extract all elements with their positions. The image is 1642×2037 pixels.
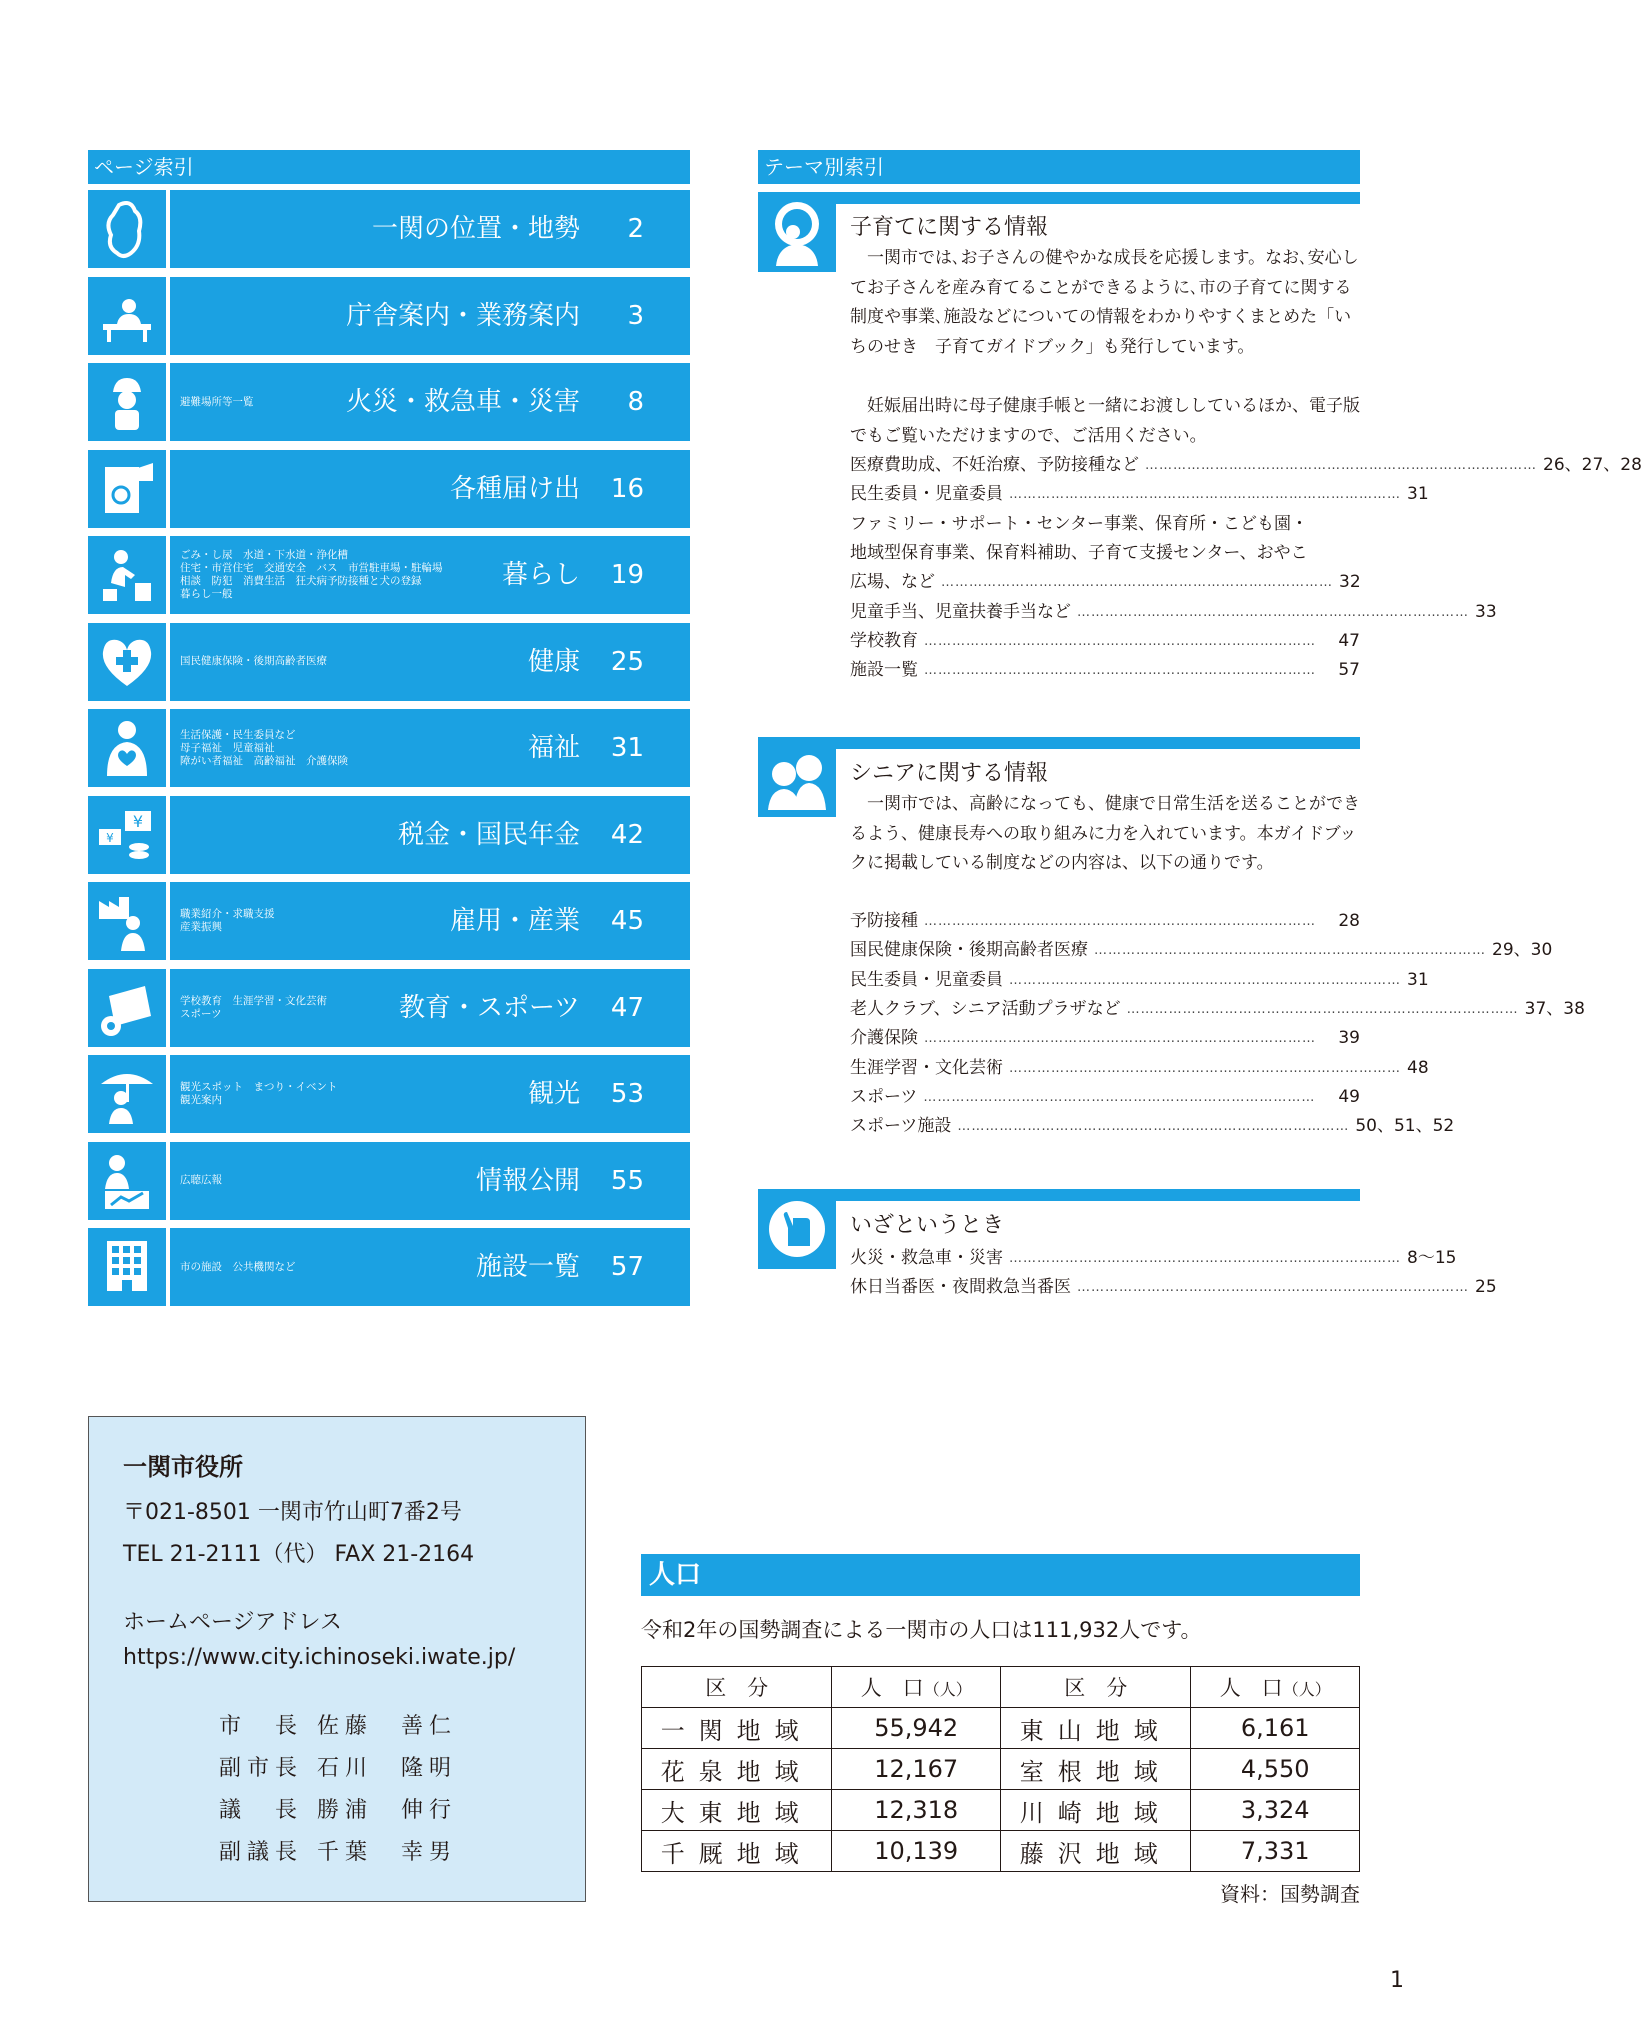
leader-dots: ………………………………………………………………………… bbox=[923, 1089, 1316, 1105]
col-pop-header: 人 口（人） bbox=[1191, 1667, 1360, 1708]
page-index-bar[interactable] bbox=[170, 709, 690, 787]
page-index-bar[interactable] bbox=[170, 536, 690, 614]
leader-dots: ………………………………………………………………………… bbox=[924, 633, 1316, 649]
page-index-title: 一関の位置・地勢 bbox=[371, 214, 580, 244]
page-index-page-number: 19 bbox=[610, 560, 644, 590]
leader-dots: ………………………………………………………………………… bbox=[1009, 1060, 1401, 1076]
page-index-subtopics bbox=[180, 709, 500, 787]
entry-page: 31 bbox=[1407, 484, 1429, 505]
page-index-title: 火災・救急車・災害 bbox=[345, 387, 580, 417]
page-index-subtopic: 観光案内 bbox=[180, 1094, 222, 1106]
page-index-row[interactable] bbox=[88, 450, 690, 528]
population-table bbox=[641, 1666, 1360, 1872]
page-index-bar[interactable] bbox=[170, 882, 690, 960]
leader-dots: ………………………………………………………………………… bbox=[1077, 1280, 1469, 1296]
page-index-row[interactable] bbox=[88, 1228, 690, 1306]
area-cell: 大東地域 bbox=[642, 1790, 832, 1831]
heart-cross-icon bbox=[95, 630, 159, 694]
mother-child-icon bbox=[766, 198, 828, 266]
senior-section-title: シニアに関する情報 bbox=[850, 761, 1049, 786]
page-index-bar[interactable] bbox=[170, 969, 690, 1047]
page-index-title: 各種届け出 bbox=[449, 473, 580, 504]
entry-page: 29、30 bbox=[1492, 940, 1553, 961]
theme-index-entry[interactable] bbox=[850, 1083, 1360, 1112]
page-index-row[interactable] bbox=[88, 623, 690, 701]
page-index-subtopic: 産業振興 bbox=[180, 921, 222, 933]
entry-page: 8～15 bbox=[1407, 1248, 1457, 1268]
entry-label: 地域型保育事業、保育料補助、子育て支援センター、おやこ bbox=[850, 542, 1308, 563]
page-index-icon-box bbox=[88, 536, 166, 614]
entry-label: 民生委員・児童委員 bbox=[850, 484, 1003, 505]
page-index-subtopic: 相談 防犯 消費生活 狂犬病予防接種と犬の登録 bbox=[180, 575, 422, 587]
page-index-icon-box bbox=[88, 190, 166, 268]
senior-section-bar bbox=[758, 737, 1360, 749]
area-cell: 藤沢地域 bbox=[1001, 1831, 1191, 1872]
entry-label: 予防接種 bbox=[850, 911, 918, 931]
entry-label: 生涯学習・文化芸術 bbox=[850, 1057, 1003, 1078]
child-paragraph-1: 一関市では､お子さんの健やかな成長を応援します。なお､安心してお子さんを産み育てることができるように､市の子育てに関する制度や事業､施設などについての情報をわかりやすくまとめた「いちのせき 子育てガイドブック」も発行しています。 bbox=[850, 248, 1359, 357]
col-area-header: 区 分 bbox=[1001, 1667, 1191, 1708]
city-office-address: 〒021-8501 一関市竹山町7番2号 bbox=[123, 1500, 462, 1525]
entry-label: 休日当番医・夜間救急当番医 bbox=[850, 1277, 1071, 1298]
page-index-title: 観光 bbox=[527, 1079, 580, 1109]
entry-page: 39 bbox=[1338, 1028, 1360, 1049]
office-desk-icon bbox=[95, 284, 159, 348]
entry-page: 25 bbox=[1475, 1277, 1497, 1298]
page-index-row[interactable] bbox=[88, 969, 690, 1047]
entry-page: 57 bbox=[1338, 660, 1360, 681]
leader-dots: ………………………………………………………………………… bbox=[1126, 1001, 1519, 1017]
area-cell: 室根地域 bbox=[1001, 1749, 1191, 1790]
entry-page: 50、51、52 bbox=[1355, 1116, 1455, 1137]
theme-index-entry[interactable] bbox=[850, 936, 1553, 965]
leader-dots: ………………………………………………………………………… bbox=[924, 914, 1316, 929]
population-cell: 12,167 bbox=[832, 1749, 1001, 1790]
official-name: 佐藤 善仁 bbox=[317, 1714, 458, 1739]
population-cell: 7,331 bbox=[1191, 1831, 1360, 1872]
col-pop-header: 人 口（人） bbox=[832, 1667, 1001, 1708]
city-office-box bbox=[88, 1416, 586, 1902]
entry-label: 学校教育 bbox=[850, 630, 918, 651]
document-stamp-icon bbox=[95, 457, 159, 521]
page-index-title: 雇用・産業 bbox=[449, 906, 580, 936]
page-number: 1 bbox=[1390, 1968, 1404, 1993]
page-index-page-number: 31 bbox=[610, 733, 644, 763]
page-index-bar[interactable] bbox=[170, 796, 690, 874]
leader-dots: ………………………………………………………………………… bbox=[1009, 487, 1401, 503]
entry-label: ファミリー・サポート・センター事業、保育所・こども園・ bbox=[850, 513, 1308, 534]
page-index-row[interactable] bbox=[88, 190, 690, 268]
entry-label: スポーツ施設 bbox=[850, 1116, 952, 1137]
page-index-icon-box bbox=[88, 363, 166, 441]
page-index-title: 税金・国民年金 bbox=[397, 819, 580, 850]
pointing-hand-icon bbox=[766, 1198, 828, 1260]
official-role: 副議長 bbox=[219, 1840, 304, 1865]
presenter-chart-icon bbox=[95, 1149, 159, 1213]
city-office-name: 一関市役所 bbox=[123, 1453, 243, 1481]
theme-index-entry[interactable] bbox=[850, 995, 1585, 1024]
page-index-page-number: 3 bbox=[627, 300, 644, 331]
page-index-subtopic: ごみ・し尿 水道・下水道・浄化槽 bbox=[180, 549, 348, 561]
page-index-icon-box bbox=[88, 450, 166, 528]
entry-label: 広場、など bbox=[850, 572, 935, 593]
page-index-subtopic: 障がい者福祉 高齢福祉 介護保険 bbox=[180, 754, 348, 767]
population-cell: 4,550 bbox=[1191, 1749, 1360, 1790]
official-role: 市 長 bbox=[219, 1714, 304, 1739]
population-cell: 3,324 bbox=[1191, 1790, 1360, 1831]
theme-index-entry[interactable] bbox=[850, 510, 1360, 539]
page-index-bar[interactable] bbox=[170, 623, 690, 701]
entry-page: 37、38 bbox=[1524, 998, 1585, 1019]
homepage-label: ホームページアドレス bbox=[123, 1610, 342, 1635]
theme-index-entry[interactable] bbox=[850, 1054, 1429, 1083]
leader-dots: ………………………………………………………………………… bbox=[1009, 972, 1401, 988]
theme-index-entry[interactable] bbox=[850, 1273, 1497, 1302]
leader-dots: ………………………………………………………………………… bbox=[1077, 604, 1469, 620]
entry-page: 33 bbox=[1475, 601, 1497, 622]
population-summary: 令和2年の国勢調査による一関市の人口は111,932人です。 bbox=[641, 1618, 1202, 1642]
senior-couple-icon bbox=[764, 744, 830, 810]
leader-dots: ………………………………………………………………………… bbox=[957, 1119, 1350, 1135]
page-index-bar[interactable] bbox=[170, 363, 690, 441]
page-index-page-number: 8 bbox=[627, 387, 644, 417]
care-person-icon bbox=[95, 716, 159, 780]
page-index-row[interactable] bbox=[88, 536, 690, 614]
page-index-page-number: 2 bbox=[627, 214, 644, 244]
area-cell: 千厩地域 bbox=[642, 1831, 832, 1872]
page-index-page-number: 16 bbox=[610, 473, 644, 504]
leader-dots: ………………………………………………………………………… bbox=[1145, 458, 1537, 473]
page-index-subtopic: 住宅・市営住宅 交通安全 バス 市営駐車場・駐輪場 bbox=[180, 562, 443, 574]
area-cell: 東山地域 bbox=[1001, 1708, 1191, 1749]
garbage-sorting-icon bbox=[95, 543, 159, 607]
page-index-subtopic: 市の施設 公共機関など bbox=[180, 1260, 296, 1273]
page-index-icon-box bbox=[88, 969, 166, 1047]
theme-index-entry[interactable] bbox=[850, 539, 1360, 568]
page-index-title: 暮らし bbox=[501, 560, 580, 590]
page-index-subtopics bbox=[180, 1228, 500, 1306]
page-index-page-number: 45 bbox=[610, 906, 644, 936]
child-paragraph-2: 妊娠届出時に母子健康手帳と一緒にお渡ししているほか、電子版でもご覧いただけますので、ご活用ください。 bbox=[850, 396, 1360, 446]
page-index-subtopics bbox=[180, 1142, 500, 1220]
entry-label: 介護保険 bbox=[850, 1028, 918, 1049]
entry-page: 47 bbox=[1338, 630, 1360, 651]
page-index-bar[interactable] bbox=[170, 1142, 690, 1220]
official-role: 議 長 bbox=[219, 1798, 304, 1823]
page-index-title: 情報公開 bbox=[475, 1165, 580, 1196]
entry-label: 火災・救急車・災害 bbox=[850, 1248, 1003, 1268]
theme-index-entry[interactable] bbox=[850, 1024, 1360, 1053]
page-index-icon-box bbox=[88, 882, 166, 960]
page-index-subtopic: 広聴広報 bbox=[180, 1174, 222, 1186]
svg-text:¥: ¥ bbox=[106, 830, 114, 845]
page-index-subtopics bbox=[180, 536, 500, 614]
page-index-row[interactable] bbox=[88, 1142, 690, 1220]
svg-text:¥: ¥ bbox=[132, 811, 144, 831]
table-row bbox=[642, 1790, 1360, 1831]
page-index-row[interactable] bbox=[88, 796, 690, 874]
population-cell: 6,161 bbox=[1191, 1708, 1360, 1749]
senior-section-icon-box bbox=[758, 737, 836, 817]
page-index-subtopic: 避難場所等一覧 bbox=[180, 395, 254, 408]
page-index-title: 教育・スポーツ bbox=[399, 992, 580, 1023]
page-index-title: 施設一覧 bbox=[475, 1252, 580, 1282]
page-index-bar[interactable] bbox=[170, 277, 690, 355]
page-index-icon-box bbox=[88, 277, 166, 355]
official-role: 副市長 bbox=[219, 1756, 304, 1781]
page-index-subtopics bbox=[180, 1055, 500, 1133]
entry-page: 48 bbox=[1407, 1057, 1429, 1078]
entry-label: スポーツ bbox=[850, 1086, 918, 1107]
population-source: 資料：国勢調査 bbox=[1220, 1882, 1360, 1906]
entry-label: 老人クラブ、シニア活動プラザなど bbox=[850, 998, 1121, 1019]
book-ball-icon bbox=[95, 976, 159, 1040]
theme-index-entry[interactable] bbox=[850, 1112, 1455, 1141]
theme-index-entry[interactable] bbox=[850, 966, 1429, 995]
page-index-bar[interactable] bbox=[170, 1228, 690, 1306]
page-index-subtopic: 母子福祉 児童福祉 bbox=[180, 741, 275, 754]
page-index-page-number: 42 bbox=[610, 819, 644, 850]
page-index-title: 庁舎案内・業務案内 bbox=[345, 300, 580, 331]
page-index-bar[interactable] bbox=[170, 190, 690, 268]
page-index-icon-box bbox=[88, 1055, 166, 1133]
factory-worker-icon bbox=[95, 889, 159, 953]
entry-page: 32 bbox=[1339, 572, 1361, 593]
entry-page: 28 bbox=[1338, 911, 1360, 931]
page-index-subtopic: 国民健康保険・後期高齢者医療 bbox=[180, 655, 327, 667]
page-index-row[interactable] bbox=[88, 1055, 690, 1133]
senior-paragraph-1: 一関市では、高齢になっても、健康で日常生活を送ることができるよう、健康長寿への取り組みに力を入れています。本ガイドブックに掲載している制度などの内容は、以下の通りです。 bbox=[850, 794, 1360, 873]
entry-page: 49 bbox=[1338, 1086, 1360, 1107]
child-section-bar bbox=[758, 192, 1360, 204]
page-index-icon-box bbox=[88, 709, 166, 787]
leader-dots: ………………………………………………………………………… bbox=[1009, 1251, 1401, 1266]
page-index-title: 健康 bbox=[527, 646, 580, 677]
theme-index-entry[interactable] bbox=[850, 480, 1429, 509]
page-index-subtopic: 観光スポット まつり・イベント bbox=[180, 1081, 338, 1093]
theme-index-header: テーマ別索引 bbox=[758, 150, 1360, 184]
area-cell: 一関地域 bbox=[642, 1708, 832, 1749]
page-index-subtopic: 生活保護・民生委員など bbox=[180, 728, 296, 741]
page-index-page-number: 57 bbox=[610, 1252, 644, 1282]
theme-index-entry[interactable] bbox=[850, 907, 1360, 936]
theme-index-entry[interactable] bbox=[850, 1244, 1457, 1273]
population-cell: 10,139 bbox=[832, 1831, 1001, 1872]
child-section-icon-box bbox=[758, 192, 836, 272]
page-index-page-number: 53 bbox=[610, 1079, 644, 1109]
entry-page: 26、27、28 bbox=[1543, 455, 1642, 475]
table-row bbox=[642, 1831, 1360, 1872]
theme-index-entry[interactable] bbox=[850, 598, 1497, 627]
yen-coins-icon bbox=[95, 803, 159, 867]
page-index-subtopic: 暮らし一般 bbox=[180, 588, 233, 600]
theme-index-entry[interactable] bbox=[850, 627, 1360, 656]
firefighter-icon bbox=[95, 370, 159, 434]
page-index-row[interactable] bbox=[88, 709, 690, 787]
official-name: 石川 隆明 bbox=[317, 1756, 458, 1781]
child-section-title: 子育てに関する情報 bbox=[850, 215, 1049, 240]
entry-label: 施設一覧 bbox=[850, 660, 918, 681]
emergency-section-title: いざというとき bbox=[850, 1213, 1005, 1238]
theme-index-entry[interactable] bbox=[850, 656, 1360, 685]
table-row bbox=[642, 1749, 1360, 1790]
emergency-section-icon-box bbox=[758, 1189, 836, 1269]
map-outline-icon bbox=[95, 197, 159, 261]
entry-label: 児童手当、児童扶養手当など bbox=[850, 601, 1071, 622]
theme-index-entry[interactable] bbox=[850, 568, 1360, 597]
entry-label: 国民健康保険・後期高齢者医療 bbox=[850, 940, 1088, 961]
area-cell: 花泉地域 bbox=[642, 1749, 832, 1790]
page-index-row[interactable] bbox=[88, 882, 690, 960]
page-index-icon-box bbox=[88, 623, 166, 701]
entry-label: 医療費助成、不妊治療、予防接種など bbox=[850, 455, 1139, 475]
page-index-subtopics bbox=[180, 623, 500, 701]
population-header: 人口 bbox=[641, 1554, 1360, 1596]
page-index-page-number: 47 bbox=[610, 992, 644, 1023]
page-index-row[interactable] bbox=[88, 363, 690, 441]
page-index-row[interactable] bbox=[88, 277, 690, 355]
entry-label: 民生委員・児童委員 bbox=[850, 969, 1003, 990]
homepage-url[interactable]: https://www.city.ichinoseki.iwate.jp/ bbox=[123, 1645, 516, 1670]
building-icon bbox=[95, 1235, 159, 1299]
page-index-page-number: 55 bbox=[610, 1165, 644, 1196]
page-index-icon-box bbox=[88, 1142, 166, 1220]
table-row bbox=[642, 1708, 1360, 1749]
official-name: 千葉 幸男 bbox=[317, 1840, 458, 1865]
official-name: 勝浦 伸行 bbox=[317, 1798, 458, 1823]
area-cell: 川崎地域 bbox=[1001, 1790, 1191, 1831]
page-index-title: 福祉 bbox=[527, 733, 580, 763]
page-index-subtopic: スポーツ bbox=[180, 1007, 222, 1020]
theme-index-entry[interactable] bbox=[850, 451, 1642, 480]
page-index-icon-box bbox=[88, 796, 166, 874]
page-index-subtopic: 職業紹介・求職支援 bbox=[180, 908, 275, 920]
leader-dots: ………………………………………………………………………… bbox=[924, 663, 1316, 679]
page-index-subtopic: 学校教育 生涯学習・文化芸術 bbox=[180, 994, 327, 1007]
page-index-icon-box bbox=[88, 1228, 166, 1306]
page-index-page-number: 25 bbox=[610, 646, 644, 677]
leader-dots: ………………………………………………………………………… bbox=[941, 575, 1333, 591]
emergency-section-bar bbox=[758, 1189, 1360, 1201]
leader-dots: ………………………………………………………………………… bbox=[1094, 943, 1486, 959]
entry-page: 31 bbox=[1407, 969, 1429, 990]
leader-dots: ………………………………………………………………………… bbox=[924, 1031, 1316, 1047]
tourist-icon bbox=[95, 1062, 159, 1126]
city-office-tel-fax: TEL 21-2111（代） FAX 21-2164 bbox=[123, 1542, 475, 1567]
page-index-bar[interactable] bbox=[170, 1055, 690, 1133]
page-index-header: ページ索引 bbox=[88, 150, 690, 184]
population-cell: 12,318 bbox=[832, 1790, 1001, 1831]
col-area-header: 区 分 bbox=[642, 1667, 832, 1708]
page-index-bar[interactable] bbox=[170, 450, 690, 528]
population-cell: 55,942 bbox=[832, 1708, 1001, 1749]
table-header-row bbox=[642, 1667, 1360, 1708]
